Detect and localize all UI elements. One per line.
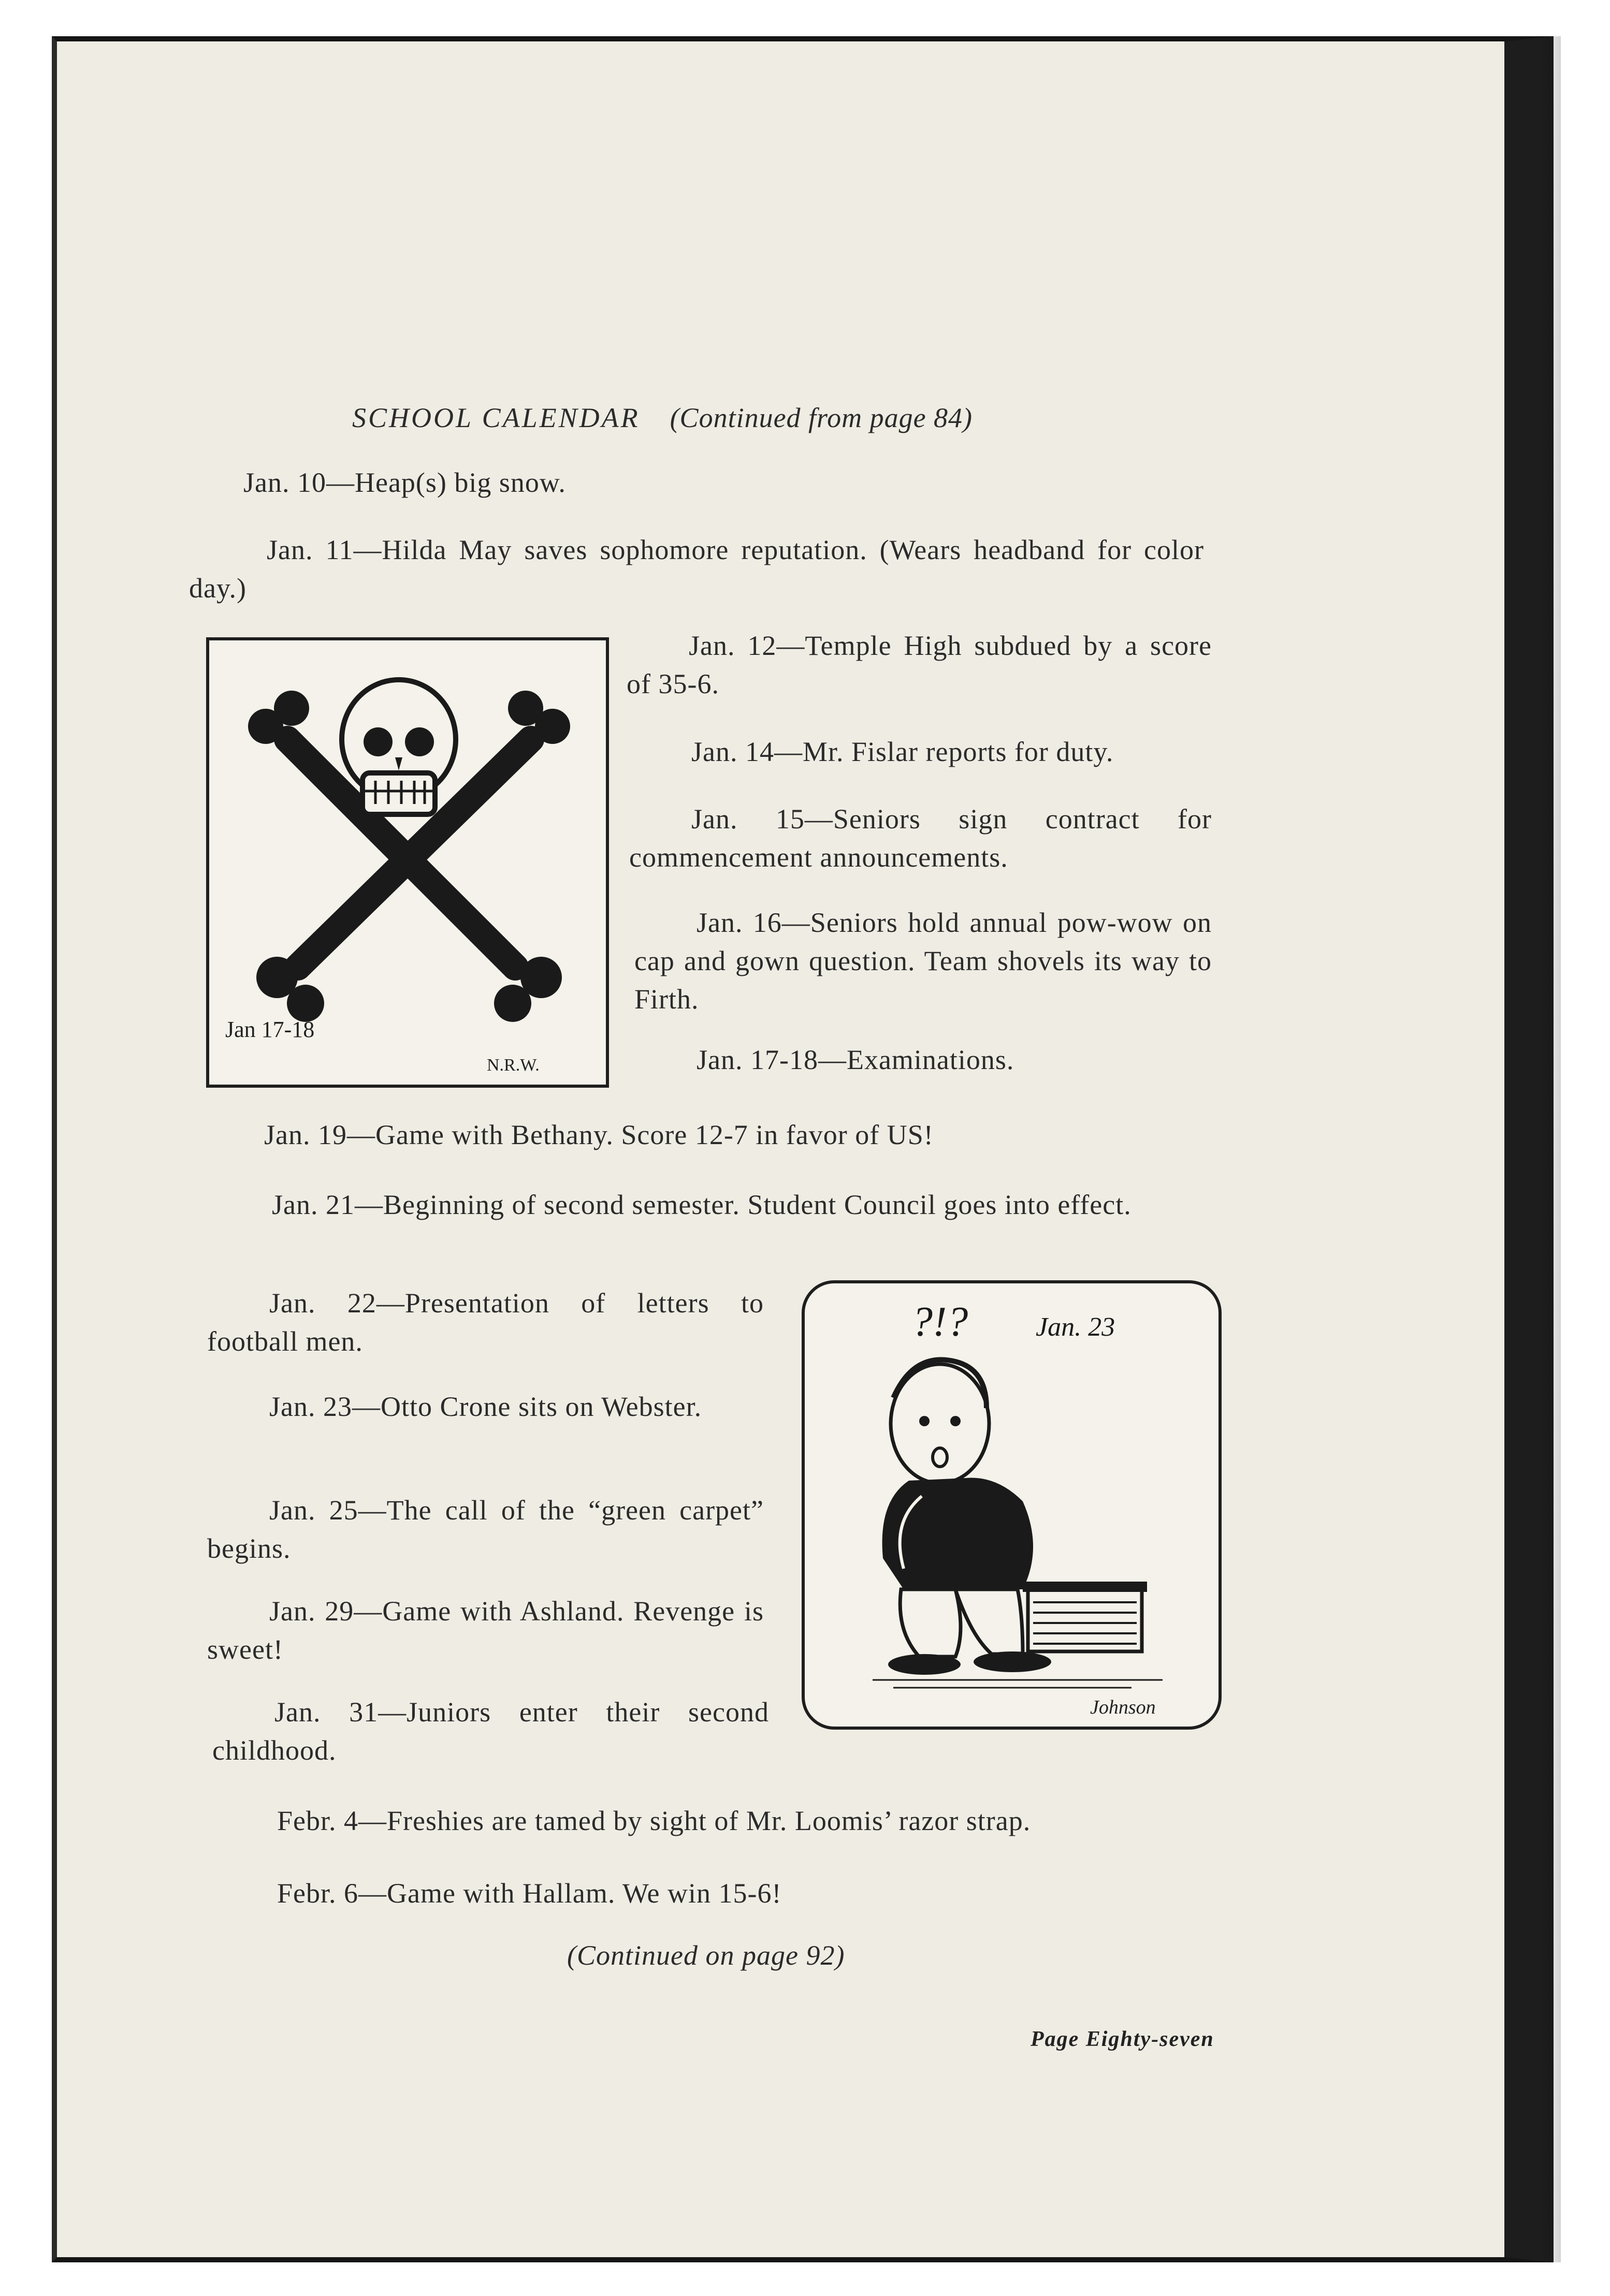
section-header (352, 399, 1129, 437)
calendar-entry-jan-23: Jan. 23—Otto Crone sits on Webster. (269, 1391, 702, 1422)
calendar-entry-jan-25: Jan. 25—The call of the “green carpet” begins. (207, 1495, 764, 1564)
calendar-entry-febr-6: Febr. 6—Game with Hallam. We win 15-6! (277, 1878, 782, 1909)
continued-from: (Continued from page 84) (670, 402, 973, 433)
page-edge-shadow (1540, 36, 1561, 2262)
page-number: Page Eighty-seven (1031, 2027, 1214, 2051)
calendar-entry-jan-11: Jan. 11—Hilda May saves sophomore reputation. (Wears headband for color day.) (189, 534, 1204, 604)
calendar-entry-jan-15: Jan. 15—Seniors sign contract for commencement announcements. (629, 803, 1212, 873)
calendar-entry-jan-12: Jan. 12—Temple High subdued by a score of 35-6. (627, 630, 1212, 699)
student-date-label: Jan. 23 (1036, 1312, 1115, 1342)
calendar-entry-febr-4: Febr. 4—Freshies are tamed by sight of Mr. Loomis’ razor strap. (277, 1805, 1031, 1836)
calendar-entry-jan-21: Jan. 21—Beginning of second semester. Student Council goes into effect. (272, 1189, 1132, 1220)
student-question-marks: ?!? (911, 1298, 968, 1345)
calendar-entry-jan-31: Jan. 31—Juniors enter their second childhood. (212, 1697, 769, 1766)
skull-date-label: Jan 17-18 (225, 1017, 315, 1042)
continued-on: (Continued on page 92) (567, 1940, 845, 1971)
calendar-entry-jan-29: Jan. 29—Game with Ashland. Revenge is sweet! (207, 1596, 764, 1665)
calendar-entry-jan-17-18: Jan. 17-18—Examinations. (697, 1044, 1014, 1075)
skull-crossbones-illustration (205, 636, 614, 1091)
puzzled-student-illustration (800, 1279, 1225, 1734)
calendar-entry-jan-16: Jan. 16—Seniors hold annual pow-wow on cap and gown question. Team shovels its way to Firth. (634, 907, 1212, 1015)
skull-signature: N.R.W. (487, 1056, 540, 1075)
student-signature: Johnson (1090, 1697, 1156, 1718)
calendar-entry-jan-22: Jan. 22—Presentation of letters to football men. (207, 1288, 764, 1357)
section-title: SCHOOL CALENDAR (352, 402, 640, 433)
calendar-entry-jan-14: Jan. 14—Mr. Fislar reports for duty. (691, 736, 1114, 767)
calendar-entry-jan-19: Jan. 19—Game with Bethany. Score 12-7 in favor of US! (264, 1119, 934, 1150)
calendar-entry-jan-10: Jan. 10—Heap(s) big snow. (243, 467, 566, 498)
